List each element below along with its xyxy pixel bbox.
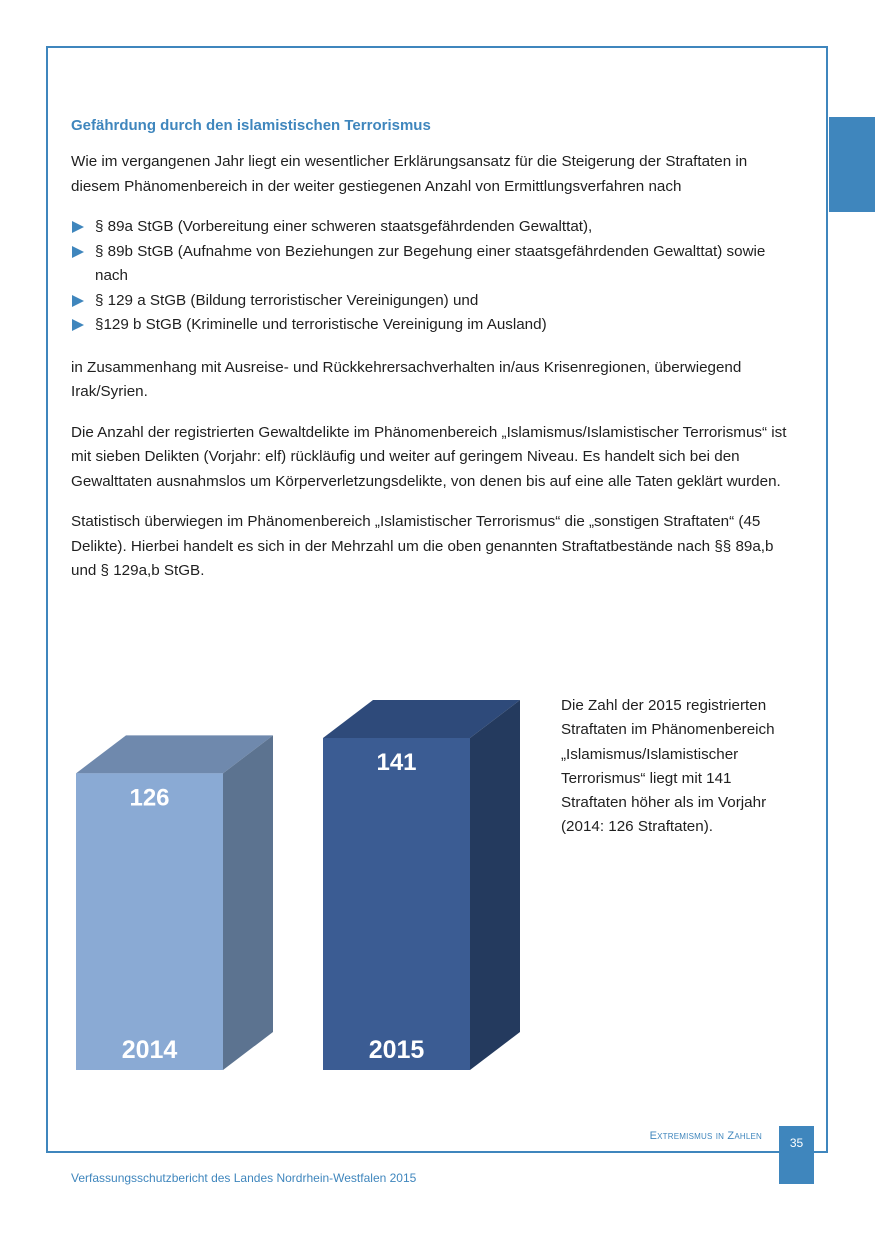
list-item-text: §129 b StGB (Kriminelle und terroristische Vereinigung im Ausland) [95, 316, 547, 333]
list-item-text: § 89b StGB (Aufnahme von Beziehungen zur Begehung einer staatsgefährdenden Gewalttat) sowie nach [95, 242, 766, 284]
list-item [71, 289, 787, 314]
law-list [71, 215, 787, 338]
triangle-bullet-icon [72, 246, 84, 258]
data-label-2014: 126 [129, 784, 170, 812]
triangle-bullet-icon [72, 295, 84, 307]
list-item-text: § 129 a StGB (Bildung terroristischer Vereinigungen) und [95, 291, 479, 309]
bar-chart [70, 690, 540, 1090]
bar-2015-side [470, 700, 520, 1070]
intro-paragraph: Wie im vergangenen Jahr liegt ein wesentlicher Erklärungsansatz für die Steigerung der Straftaten in diesem Phänomenbereich in der weiter gestiegenen Anzahl von Ermittlungsverfahren nach [71, 153, 748, 195]
violence-paragraph: Die Anzahl der registrierten Gewaltdelikte im Phänomenbereich „Islamismus/Islamistischer Terrorismus“ ist mit sieben Delikten (Vorjahr: elf) rückläufig und weiter auf geringem Niveau. Es handelt sich bei den Gewalttaten ausnahmslos um Körperverletzungsdelikte, von denen bis auf eine alle Taten geklärt wurden. [71, 423, 787, 490]
bar-2014-side [223, 735, 273, 1070]
chart-caption: Die Zahl der 2015 registrierten Straftaten im Phänomenbereich „Islamismus/Islamistischer Terrorismus“ liegt mit 141 Straftaten höher als im Vorjahr (2014: 126 Straftaten). [561, 697, 775, 836]
footer-section-title: Extremismus in Zahlen [649, 1130, 762, 1142]
list-item [71, 313, 787, 338]
section-tab-marker [829, 117, 875, 212]
triangle-bullet-icon [72, 319, 84, 331]
data-label-2015: 141 [376, 749, 417, 776]
bar-2015 [323, 738, 470, 1070]
statistics-paragraph: Statistisch überwiegen im Phänomenbereich „Islamistischer Terrorismus“ die „sonstigen Straftaten“ (45 Delikte). Hierbei handelt es sich in der Mehrzahl um die oben genannten Straftatbestände nach §§ 89a,b und § 129a,b StGB. [71, 513, 774, 579]
list-item [71, 240, 787, 289]
list-item-text: § 89a StGB (Vorbereitung einer schweren staatsgefährdenden Gewalttat), [95, 218, 593, 235]
context-paragraph: in Zusammenhang mit Ausreise- und Rückkehrersachverhalten in/aus Krisenregionen, überwiegend Irak/Syrien. [71, 358, 742, 400]
main-content [71, 114, 787, 600]
bar-2014 [76, 773, 223, 1070]
triangle-bullet-icon [72, 221, 84, 233]
category-label-2014: 2014 [121, 1036, 178, 1064]
category-label-2015: 2015 [368, 1036, 425, 1064]
section-heading: Gefährdung durch den islamistischen Terrorismus [71, 117, 431, 134]
footer-report-title: Verfassungsschutzbericht des Landes Nordrhein-Westfalen 2015 [71, 1171, 417, 1185]
list-item [71, 215, 787, 240]
page-number: 35 [779, 1126, 814, 1184]
